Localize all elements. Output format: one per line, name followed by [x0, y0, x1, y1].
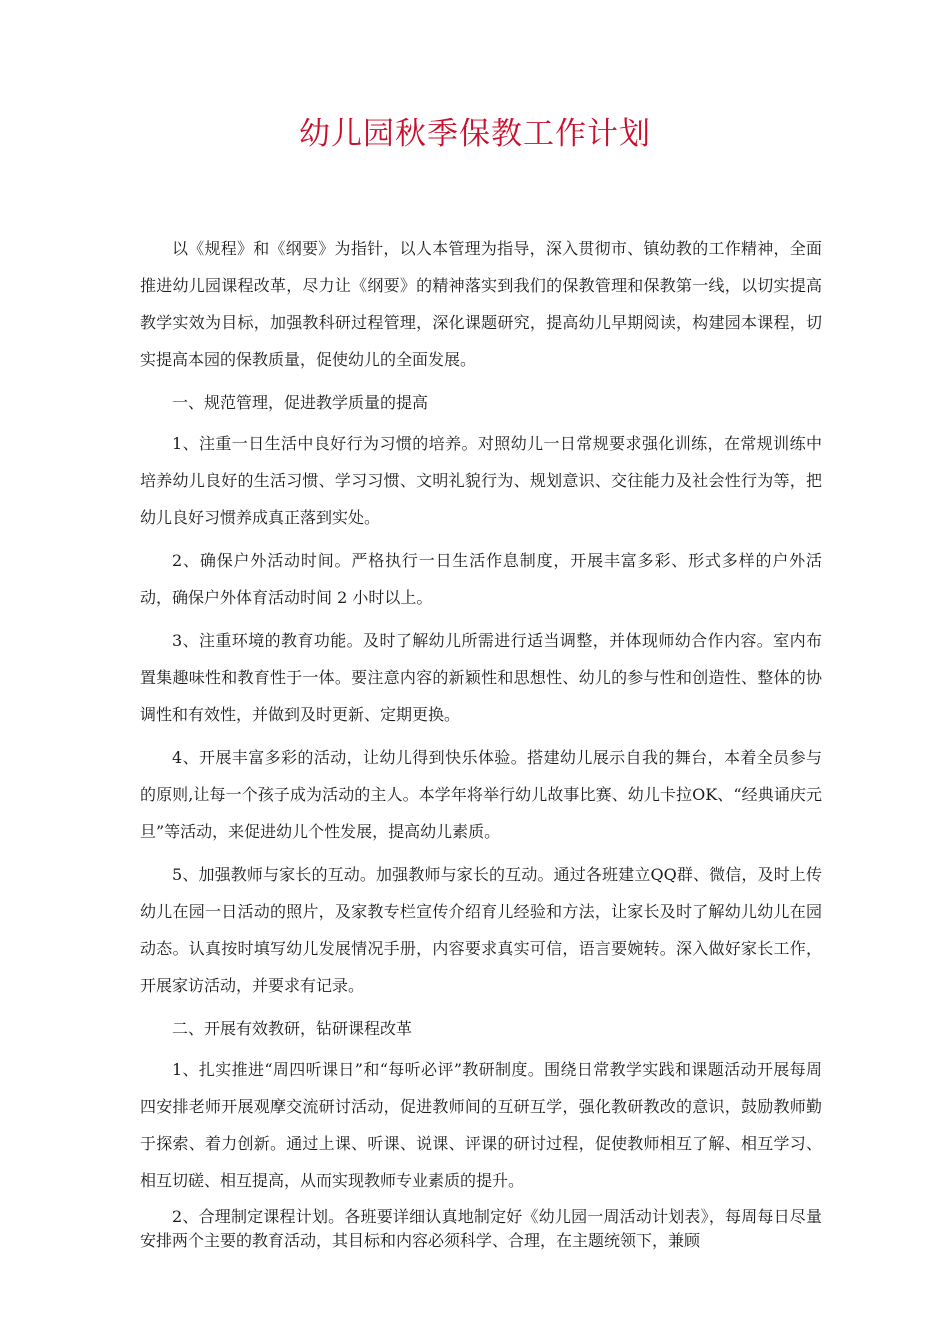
- paragraph-1-5: 5、加强教师与家长的互动。加强教师与家长的互动。通过各班建立QQ群、微信，及时上传幼儿在园一日活动的照片，及家教专栏宣传介绍育儿经验和方法，让家长及时了解幼儿幼儿在园动态。认真按时填写幼儿发展情况手册，内容要求真实可信，语言要婉转。深入做好家长工作，开展家访活动，并要求有记录。: [140, 865, 822, 995]
- paragraph-1-1: 1、注重一日生活中良好行为习惯的培养。对照幼儿一日常规要求强化训练，在常规训练中培养幼儿良好的生活习惯、学习习惯、文明礼貌行为、规划意识、交往能力及社会性行为等，把幼儿良好习惯养成真正落到实处。: [140, 434, 822, 527]
- section-heading-1: 一、规范管理，促进教学质量的提高: [172, 393, 429, 412]
- document-body: [140, 230, 822, 1259]
- paragraph-1-3: 3、注重环境的教育功能。及时了解幼儿所需进行适当调整，并体现师幼合作内容。室内布置集趣味性和教育性于一体。要注意内容的新颖性和思想性、幼儿的参与性和创造性、整体的协调性和有效性，并做到及时更新、定期更换。: [140, 631, 822, 724]
- paragraph-2-1: 1、扎实推进“周四听课日”和“每听必评”教研制度。围绕日常教学实践和课题活动开展每周四安排老师开展观摩交流研讨活动，促进教师间的互研互学，强化教研教改的意识，鼓励教师勤于探索、着力创新。通过上课、听课、说课、评课的研讨过程，促使教师相互了解、相互学习、相互切磋、相互提高，从而实现教师专业素质的提升。: [140, 1060, 822, 1190]
- section-heading-2: 二、开展有效教研，钻研课程改革: [172, 1019, 413, 1038]
- paragraph-1-4: 4、开展丰富多彩的活动，让幼儿得到快乐体验。搭建幼儿展示自我的舞台，本着全员参与的原则,让每一个孩子成为活动的主人。本学年将举行幼儿故事比赛、幼儿卡拉OK、“经典诵庆元旦”等活动，来促进幼儿个性发展，提高幼儿素质。: [140, 748, 822, 841]
- intro-paragraph: 以《规程》和《纲要》为指针，以人本管理为指导，深入贯彻市、镇幼教的工作精神，全面推进幼儿园课程改革，尽力让《纲要》的精神落实到我们的保教管理和保教第一线，以切实提高教学实效为目标，加强教科研过程管理，深化课题研究，提高幼儿早期阅读，构建园本课程，切实提高本园的保教质量，促使幼儿的全面发展。: [140, 239, 822, 369]
- document-title: 幼儿园秋季保教工作计划: [299, 116, 651, 152]
- paragraph-1-2: 2、确保户外活动时间。严格执行一日生活作息制度，开展丰富多彩、形式多样的户外活动，确保户外体育活动时间 2 小时以上。: [140, 551, 822, 607]
- paragraph-2-2: 2、合理制定课程计划。各班要详细认真地制定好《幼儿园一周活动计划表》，每周每日尽量安排两个主要的教育活动，其目标和内容必须科学、合理，在主题统领下，兼顾: [140, 1207, 822, 1250]
